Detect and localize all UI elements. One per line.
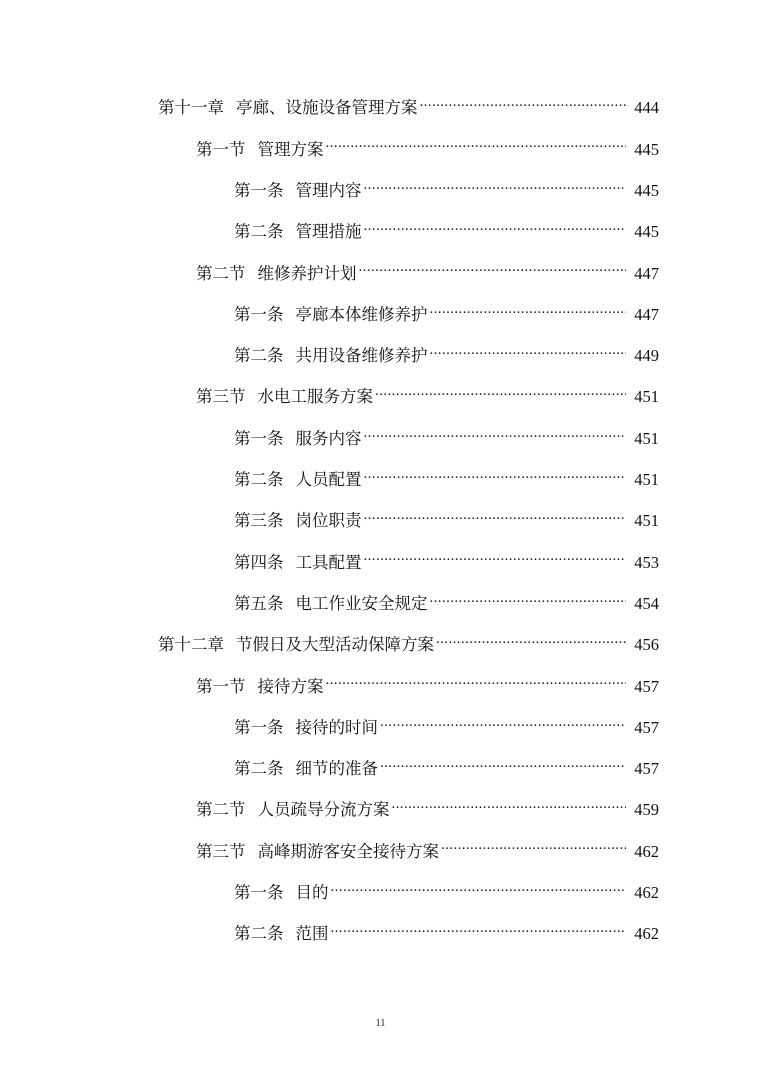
toc-entry[interactable] [0, 212, 761, 253]
toc-entry[interactable] [0, 418, 761, 459]
toc-entry-page: 457 [634, 759, 659, 779]
toc-entry-label: 第三节 [196, 841, 246, 861]
toc-entry-page: 445 [634, 222, 659, 242]
toc-entry-page: 451 [634, 387, 659, 407]
dot-leader [331, 880, 627, 907]
dot-leader [364, 467, 627, 494]
toc-entry-page: 457 [634, 717, 659, 737]
dot-leader [375, 384, 626, 411]
dot-leader [364, 426, 627, 453]
dot-leader [392, 797, 627, 824]
toc-entry-title: 管理措施 [295, 222, 362, 242]
toc-entry-label: 第十一章 [158, 98, 224, 118]
toc-entry[interactable] [0, 253, 761, 294]
dot-leader [326, 136, 627, 163]
toc-entry-page: 462 [634, 883, 659, 903]
dot-leader [364, 219, 627, 246]
toc-entry[interactable] [0, 749, 761, 790]
toc-entry-title: 共用设备维修养护 [295, 346, 428, 366]
toc-entry-title: 管理内容 [295, 180, 362, 200]
toc-entry-label: 第三条 [234, 511, 284, 531]
toc-entry-title: 电工作业安全规定 [295, 593, 428, 613]
toc-entry-page: 457 [634, 676, 659, 696]
dot-leader [380, 756, 626, 783]
toc-entry[interactable] [0, 790, 761, 831]
toc-entry-label: 第二条 [234, 759, 284, 779]
toc-entry-label: 第三节 [196, 387, 246, 407]
dot-leader [364, 178, 627, 205]
toc-entry-page: 449 [634, 346, 659, 366]
toc-entry[interactable] [0, 294, 761, 335]
dot-leader [331, 921, 627, 948]
toc-entry[interactable] [0, 501, 761, 542]
toc-entry-title: 目的 [295, 883, 329, 903]
toc-entry-page: 444 [634, 98, 659, 118]
toc-entry[interactable] [0, 129, 761, 170]
toc-entry-label: 第二节 [196, 263, 246, 283]
toc-entry-label: 第一条 [234, 304, 284, 324]
toc-entry-label: 第一条 [234, 180, 284, 200]
toc-entry-title: 亭廊本体维修养护 [295, 304, 428, 324]
dot-leader [436, 632, 626, 659]
toc-entry-page: 454 [634, 593, 659, 613]
toc-entry-page: 459 [634, 800, 659, 820]
dot-leader [420, 95, 627, 122]
toc-entry-title: 管理方案 [257, 139, 324, 159]
toc-entry-title: 工具配置 [295, 552, 362, 572]
toc-entry[interactable] [0, 88, 761, 129]
toc-entry-title: 维修养护计划 [257, 263, 357, 283]
dot-leader [364, 508, 627, 535]
dot-leader [430, 302, 627, 329]
dot-leader [441, 838, 626, 865]
toc-entry-page: 456 [634, 635, 659, 655]
toc-entry[interactable] [0, 171, 761, 212]
toc-entry-title: 人员疏导分流方案 [257, 800, 390, 820]
toc-entry-page: 447 [634, 304, 659, 324]
toc-entry[interactable] [0, 377, 761, 418]
toc-entry-label: 第二条 [234, 470, 284, 490]
toc-entry-title: 服务内容 [295, 428, 362, 448]
page-number: 11 [375, 1018, 386, 1029]
toc-entry[interactable] [0, 831, 761, 872]
toc-entry-label: 第一节 [196, 139, 246, 159]
toc-entry-title: 接待方案 [257, 676, 324, 696]
toc-entry-label: 第二节 [196, 800, 246, 820]
toc-entry-label: 第一节 [196, 676, 246, 696]
toc-entry-page: 453 [634, 552, 659, 572]
toc-entry-title: 范围 [295, 924, 329, 944]
dot-leader [430, 343, 627, 370]
toc-entry-page: 445 [634, 139, 659, 159]
toc-entry-title: 接待的时间 [295, 717, 378, 737]
toc-entry-label: 第二条 [234, 346, 284, 366]
toc-entry-label: 第五条 [234, 593, 284, 613]
toc-entry-page: 462 [634, 841, 659, 861]
toc-entry-label: 第十二章 [158, 635, 224, 655]
toc-entry[interactable] [0, 542, 761, 583]
toc-entry-page: 451 [634, 511, 659, 531]
toc-entry-title: 水电工服务方案 [257, 387, 373, 407]
toc-entry[interactable] [0, 914, 761, 955]
toc-entry-label: 第四条 [234, 552, 284, 572]
dot-leader [326, 673, 627, 700]
toc-entry-label: 第一条 [234, 883, 284, 903]
dot-leader [359, 260, 627, 287]
toc-entry[interactable] [0, 336, 761, 377]
toc-entry[interactable] [0, 666, 761, 707]
toc-entry[interactable] [0, 584, 761, 625]
toc-entry-title: 岗位职责 [295, 511, 362, 531]
dot-leader [380, 715, 626, 742]
toc-entry[interactable] [0, 460, 761, 501]
toc-entry-label: 第二条 [234, 924, 284, 944]
toc-entry-label: 第一条 [234, 428, 284, 448]
toc-entry-title: 人员配置 [295, 470, 362, 490]
toc-entry[interactable] [0, 625, 761, 666]
toc-entry-page: 451 [634, 470, 659, 490]
toc-entry[interactable] [0, 873, 761, 914]
toc-entry-page: 451 [634, 428, 659, 448]
toc-entry-title: 细节的准备 [295, 759, 378, 779]
toc-entry-page: 447 [634, 263, 659, 283]
toc-entry-title: 节假日及大型活动保障方案 [236, 635, 434, 655]
toc-entry[interactable] [0, 707, 761, 748]
toc-entry-page: 445 [634, 180, 659, 200]
dot-leader [364, 549, 627, 576]
toc-entry-title: 亭廊、设施设备管理方案 [236, 98, 418, 118]
toc-entry-label: 第二条 [234, 222, 284, 242]
toc-entry-label: 第一条 [234, 717, 284, 737]
table-of-contents [0, 88, 761, 955]
toc-entry-page: 462 [634, 924, 659, 944]
dot-leader [430, 591, 627, 618]
toc-entry-title: 高峰期游客安全接待方案 [257, 841, 439, 861]
